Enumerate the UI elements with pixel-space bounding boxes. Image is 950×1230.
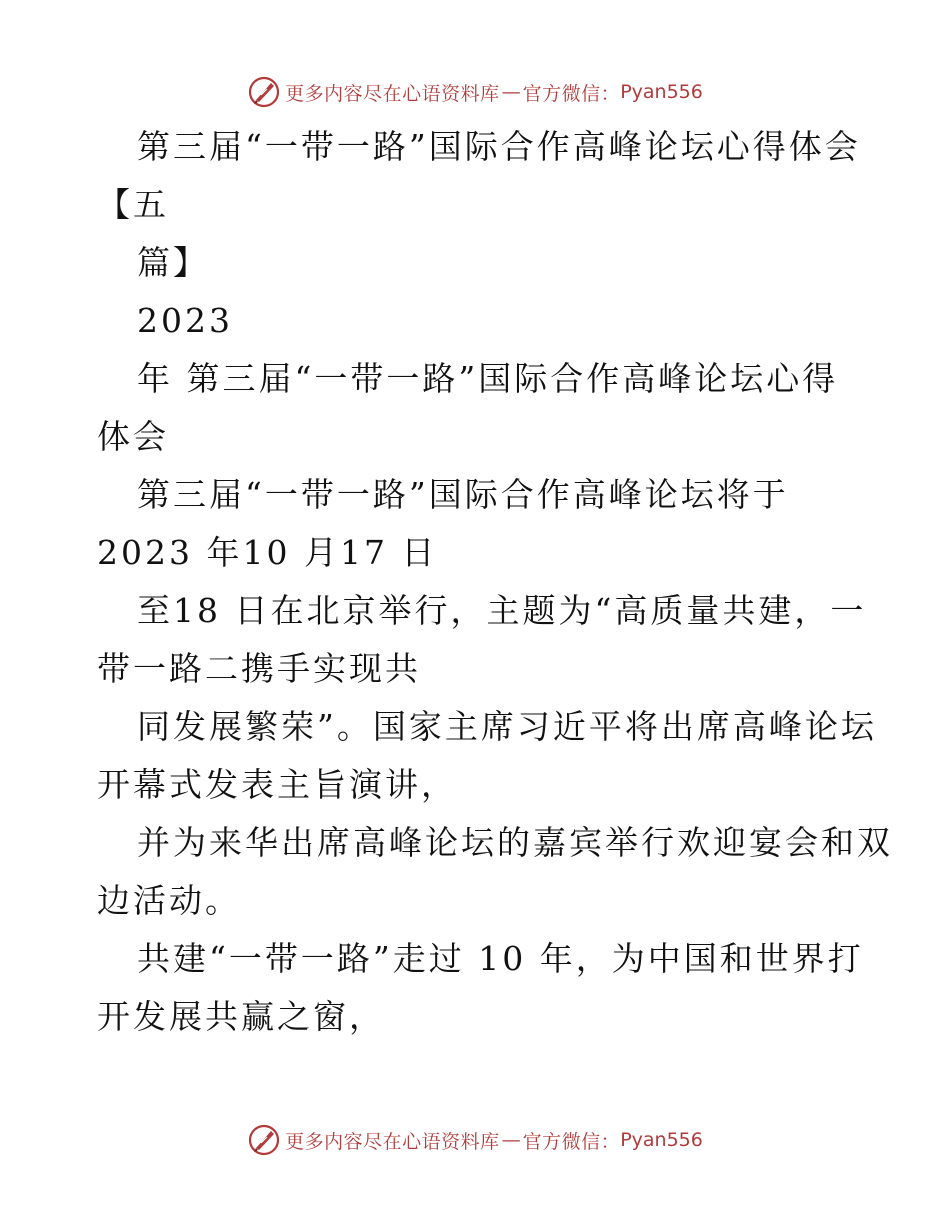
watermark-separator: — [501,1129,521,1151]
paragraph-line: 边活动。 [97,881,241,920]
watermark-text: 更多内容尽在心语资料库 [285,1130,500,1153]
quill-pen-logo-icon [247,1123,281,1157]
paragraph-line: 2023 [137,301,233,340]
header-watermark [0,72,950,112]
watermark-suffix: 官方微信： [522,82,621,105]
title-line: 第三届“一带一路”国际合作高峰论坛心得体会 [137,127,861,166]
watermark-account: Pyan556 [620,81,703,103]
paragraph-line: 第三届“一带一路”国际合作高峰论坛将于 [137,475,789,514]
paragraph-line: 共建“一带一路”走过 10 年，为中国和世界打 [137,939,864,978]
paragraph-line: 体会 [97,417,169,456]
watermark-separator: — [501,81,521,103]
paragraph-line: 开发展共赢之窗， [97,997,385,1036]
paragraph-line: 同发展繁荣”。国家主席习近平将出席高峰论坛 [137,707,877,746]
title-line-end: 篇】 [137,243,209,282]
footer-watermark [0,1120,950,1160]
quill-pen-logo-icon [247,75,281,109]
document-body [97,118,893,1046]
paragraph-line: 并为来华出席高峰论坛的嘉宾举行欢迎宴会和双 [137,823,893,862]
paragraph-line: 至18 日在北京举行，主题为“高质量共建，一 [137,591,867,630]
paragraph-line: 2023 年10 月17 日 [97,533,438,572]
watermark-account: Pyan556 [620,1129,703,1151]
watermark-suffix: 官方微信： [522,1130,621,1153]
watermark-text: 更多内容尽在心语资料库 [285,82,500,105]
paragraph-line: 开幕式发表主旨演讲， [97,765,457,804]
paragraph-line: 年 第三届“一带一路”国际合作高峰论坛心得 [137,359,839,398]
paragraph-line: 带一路二携手实现共 [97,649,421,688]
title-line-continued: 【五 [97,185,169,224]
